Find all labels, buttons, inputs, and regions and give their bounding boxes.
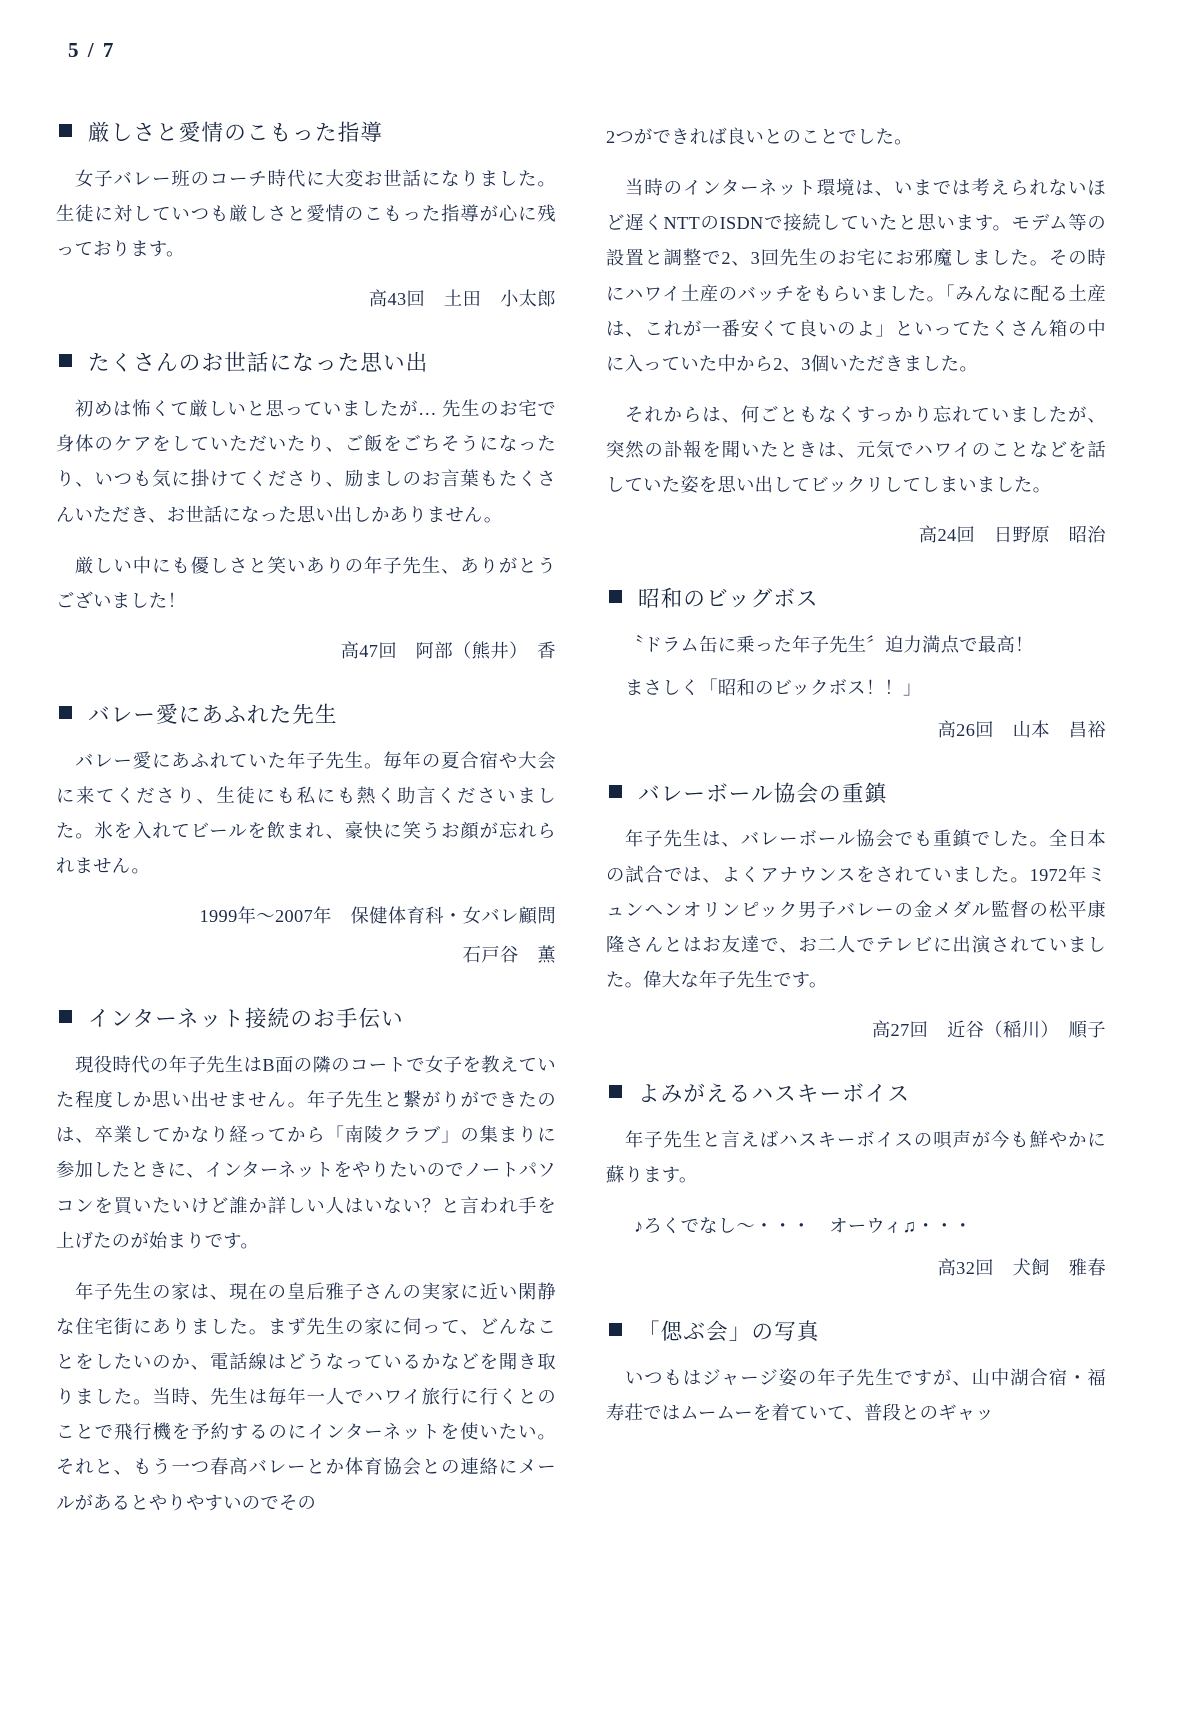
article-section bbox=[606, 586, 1106, 746]
section-heading bbox=[56, 350, 556, 378]
right-column bbox=[606, 120, 1106, 1555]
section-heading-text: たくさんのお世話になった思い出 bbox=[88, 351, 429, 376]
attribution: 高43回 土田 小太郎 bbox=[368, 289, 556, 310]
article-section-continuation bbox=[606, 120, 1106, 552]
square-bullet-icon bbox=[59, 354, 72, 367]
attribution: 高24回 日野原 昭治 bbox=[918, 525, 1106, 546]
square-bullet-icon bbox=[609, 590, 622, 603]
paragraph: 年子先生の家は、現在の皇后雅子さんの実家に近い閑静な住宅街にありました。まず先生の家に伺って、どんなことをしたいのか、電話線はどうなっているかなどを聞き取りました。当時、先生は毎年一人でハワイ旅行に行くとのことで飛行機を予約するのにインターネットを使いたい。それと、もう一つ春高バレーとか体育協会との連絡にメールがあるとやりやすいのでその bbox=[56, 1281, 556, 1513]
attribution: 1999年〜2007年 保健体育科・女バレ顧問 bbox=[199, 906, 556, 927]
section-heading bbox=[56, 702, 556, 730]
section-heading-text: バレー愛にあふれた先生 bbox=[88, 702, 338, 727]
section-heading-text: 厳しさと愛情のこもった指導 bbox=[88, 121, 384, 145]
article-section bbox=[606, 1081, 1106, 1285]
paragraph: バレー愛にあふれていた年子先生。毎年の夏合宿や大会に来てくださり、生徒にも私にも熱く助言くださいました。氷を入れてビールを飲まれ、豪快に笑うお顔が忘れられません。 bbox=[56, 750, 556, 877]
section-heading bbox=[606, 1319, 1106, 1347]
square-bullet-icon bbox=[59, 1010, 72, 1023]
page-number: 5 / 7 bbox=[68, 38, 116, 62]
section-heading-text: バレーボール協会の重鎮 bbox=[638, 781, 888, 806]
paragraph: それからは、何ごともなくすっかり忘れていましたが、突然の訃報を聞いたときは、元気でハワイのことなどを話していた姿を思い出してビックリしてしまいました。 bbox=[606, 404, 1106, 496]
paragraph: 女子バレー班のコーチ時代に大変お世話になりました。生徒に対していつも厳しさと愛情のこもった指導が心に残っております。 bbox=[56, 168, 556, 260]
quote-line: まさしく「昭和のビックボス！！」 bbox=[625, 677, 922, 698]
article-section bbox=[606, 1319, 1106, 1431]
attribution: 高26回 山本 昌裕 bbox=[937, 719, 1106, 740]
section-heading-text: インターネット接続のお手伝い bbox=[88, 1007, 404, 1032]
square-bullet-icon bbox=[609, 1323, 622, 1336]
paragraph: 2つができれば良いとのことでした。 bbox=[606, 127, 913, 147]
square-bullet-icon bbox=[609, 785, 622, 798]
attribution: 高27回 近谷（稲川） 順子 bbox=[871, 1020, 1106, 1041]
section-heading bbox=[606, 1081, 1106, 1109]
two-column-layout bbox=[56, 120, 1146, 1555]
article-section bbox=[56, 350, 556, 668]
paragraph: いつもはジャージ姿の年子先生ですが、山中湖合宿・福寿荘ではムームーを着ていて、普段とのギャッ bbox=[606, 1367, 1106, 1423]
paragraph: 現役時代の年子先生はB面の隣のコートで女子を教えていた程度しか思い出せません。年子先生と繋がりができたのは、卒業してかなり経ってから「南陵クラブ」の集まりに参加したときに、インターネットをやりたいのでノートパソコンを買いたいけど誰か詳しい人はいない？と言われ手を上げたのが始まりです。 bbox=[56, 1055, 556, 1251]
paragraph: 年子先生は、バレーボール協会でも重鎮でした。全日本の試合では、よくアナウンスをされていました。1972年ミュンヘンオリンピック男子バレーの金メダル監督の松平康隆さんとはお友達で、お二人でテレビに出演されていました。偉大な年子先生です。 bbox=[606, 829, 1106, 990]
attribution: 高32回 犬飼 雅春 bbox=[937, 1257, 1106, 1278]
section-heading-text: 「偲ぶ会」の写真 bbox=[638, 1319, 820, 1344]
square-bullet-icon bbox=[609, 1085, 622, 1098]
quote-line: 〝ドラム缶に乗った年子先生〞迫力満点で最高！ bbox=[625, 635, 1034, 656]
paragraph: 年子先生と言えばハスキーボイスの唄声が今も鮮やかに蘇ります。 bbox=[606, 1129, 1106, 1186]
section-heading-text: 昭和のビッグボス bbox=[638, 587, 819, 612]
quote-line: ♪ろくでなし〜・・・ オーウィ♫・・・ bbox=[634, 1216, 973, 1237]
square-bullet-icon bbox=[59, 124, 72, 137]
square-bullet-icon bbox=[59, 706, 72, 719]
article-section bbox=[56, 702, 556, 972]
paragraph: 当時のインターネット環境は、いまでは考えられないほど遅くNTTのISDNで接続していたと思います。モデム等の設置と調整で2、3回先生のお宅にお邪魔しました。その時にハワイ土産のバッチをもらいました。「みんなに配る土産は、これが一番安くて良いのよ」といってたくさん箱の中に入っていた中から2、3個いただきました。 bbox=[606, 178, 1106, 374]
paragraph: 初めは怖くて厳しいと思っていましたが… 先生のお宅で身体のケアをしていただいたり、ご飯をごちそうになったり、いつも気に掛けてくださり、励ましのお言葉もたくさんいただき、お世話になった思い出しかありません。 bbox=[56, 399, 556, 525]
section-heading bbox=[606, 586, 1106, 614]
section-heading bbox=[56, 120, 556, 148]
section-heading-text: よみがえるハスキーボイス bbox=[638, 1082, 911, 1107]
left-column bbox=[56, 120, 556, 1555]
section-heading bbox=[56, 1006, 556, 1034]
attribution: 高47回 阿部（熊井） 香 bbox=[340, 640, 556, 661]
article-section bbox=[56, 120, 556, 316]
paragraph: 厳しい中にも優しさと笑いありの年子先生、ありがとうございました！ bbox=[56, 555, 556, 611]
section-heading bbox=[606, 781, 1106, 809]
article-section bbox=[606, 781, 1106, 1047]
attribution-secondary: 石戸谷 薫 bbox=[462, 945, 556, 966]
article-section bbox=[56, 1006, 556, 1521]
